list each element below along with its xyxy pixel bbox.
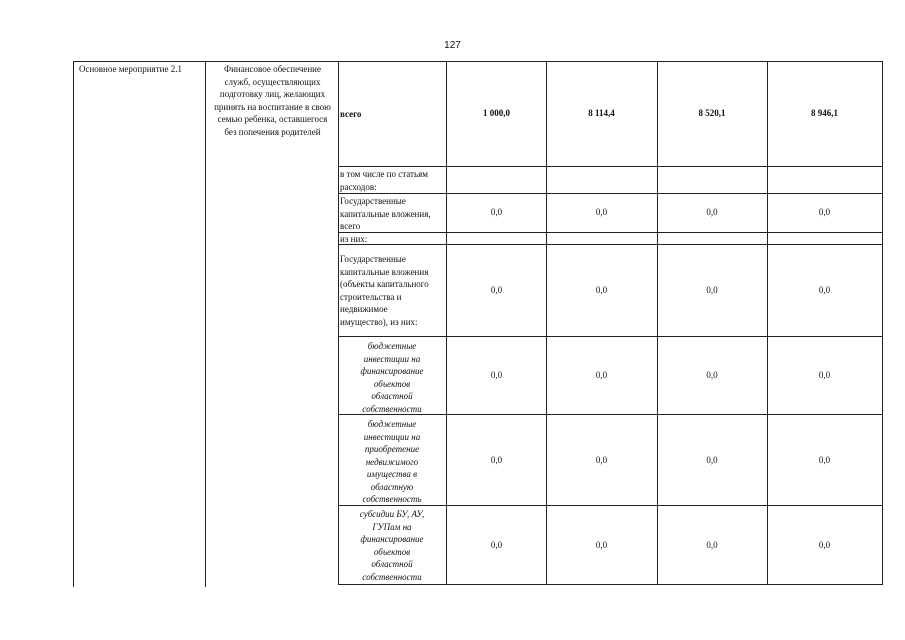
row-label: субсидии БУ, АУ, ГУПам на финансирование объектов областной собственности	[359, 509, 425, 582]
value-cell: 0,0	[706, 455, 718, 465]
value-cell: 0,0	[595, 455, 608, 465]
grid-line	[882, 61, 883, 585]
grid-line	[338, 61, 339, 585]
value-cell: 0,0	[818, 285, 831, 295]
grid-line	[657, 61, 658, 585]
row-label-total: всего	[340, 109, 362, 119]
value-cell: 0,0	[706, 285, 718, 295]
value-cell: 0,0	[706, 370, 718, 380]
grid-line	[338, 336, 883, 337]
page-number: 127	[444, 40, 461, 51]
value-cell: 8 520,1	[698, 108, 726, 118]
value-cell: 0,0	[818, 207, 831, 217]
grid-line	[767, 61, 768, 585]
row-label: бюджетные инвестиции на приобретение недвижимого имущества в областную собственность	[362, 419, 422, 504]
grid-line	[73, 61, 883, 62]
value-cell: 0,0	[595, 540, 608, 550]
value-cell: 0,0	[490, 455, 503, 465]
event-name: Основное мероприятие 2.1	[79, 64, 182, 74]
row-label: Государственные капитальные вложения, всего	[340, 196, 431, 231]
grid-line	[338, 584, 883, 585]
value-cell: 0,0	[818, 540, 831, 550]
value-cell: 1 000,0	[483, 108, 510, 118]
value-cell: 0,0	[595, 285, 608, 295]
value-cell: 0,0	[595, 370, 608, 380]
grid-line	[205, 61, 206, 587]
grid-line	[446, 61, 447, 585]
value-cell: 8 114,4	[588, 108, 615, 118]
value-cell: 0,0	[818, 455, 831, 465]
row-label: Государственные капитальные вложения (объекты капитального строительства и недвижимое имущество), из них:	[340, 254, 429, 327]
event-description: Финансовое обеспечение служб, осуществляющих подготовку лиц, желающих принять на воспитание в свою семью ребенка, оставшегося без попечения родителей	[214, 64, 331, 137]
row-label: в том числе по статьям расходов:	[340, 169, 428, 192]
grid-line	[338, 193, 883, 194]
value-cell: 0,0	[490, 285, 503, 295]
grid-line	[546, 61, 547, 585]
grid-line	[338, 244, 883, 245]
value-cell: 0,0	[490, 370, 503, 380]
value-cell: 0,0	[706, 207, 718, 217]
value-cell: 0,0	[706, 540, 718, 550]
value-cell: 8 946,1	[811, 108, 838, 118]
row-label: бюджетные инвестиции на финансирование объектов областной собственности	[360, 341, 424, 414]
grid-line	[73, 61, 74, 587]
value-cell: 0,0	[490, 207, 503, 217]
grid-line	[338, 166, 883, 167]
value-cell: 0,0	[595, 207, 608, 217]
value-cell: 0,0	[490, 540, 503, 550]
value-cell: 0,0	[818, 370, 831, 380]
row-label: из них:	[340, 234, 368, 244]
